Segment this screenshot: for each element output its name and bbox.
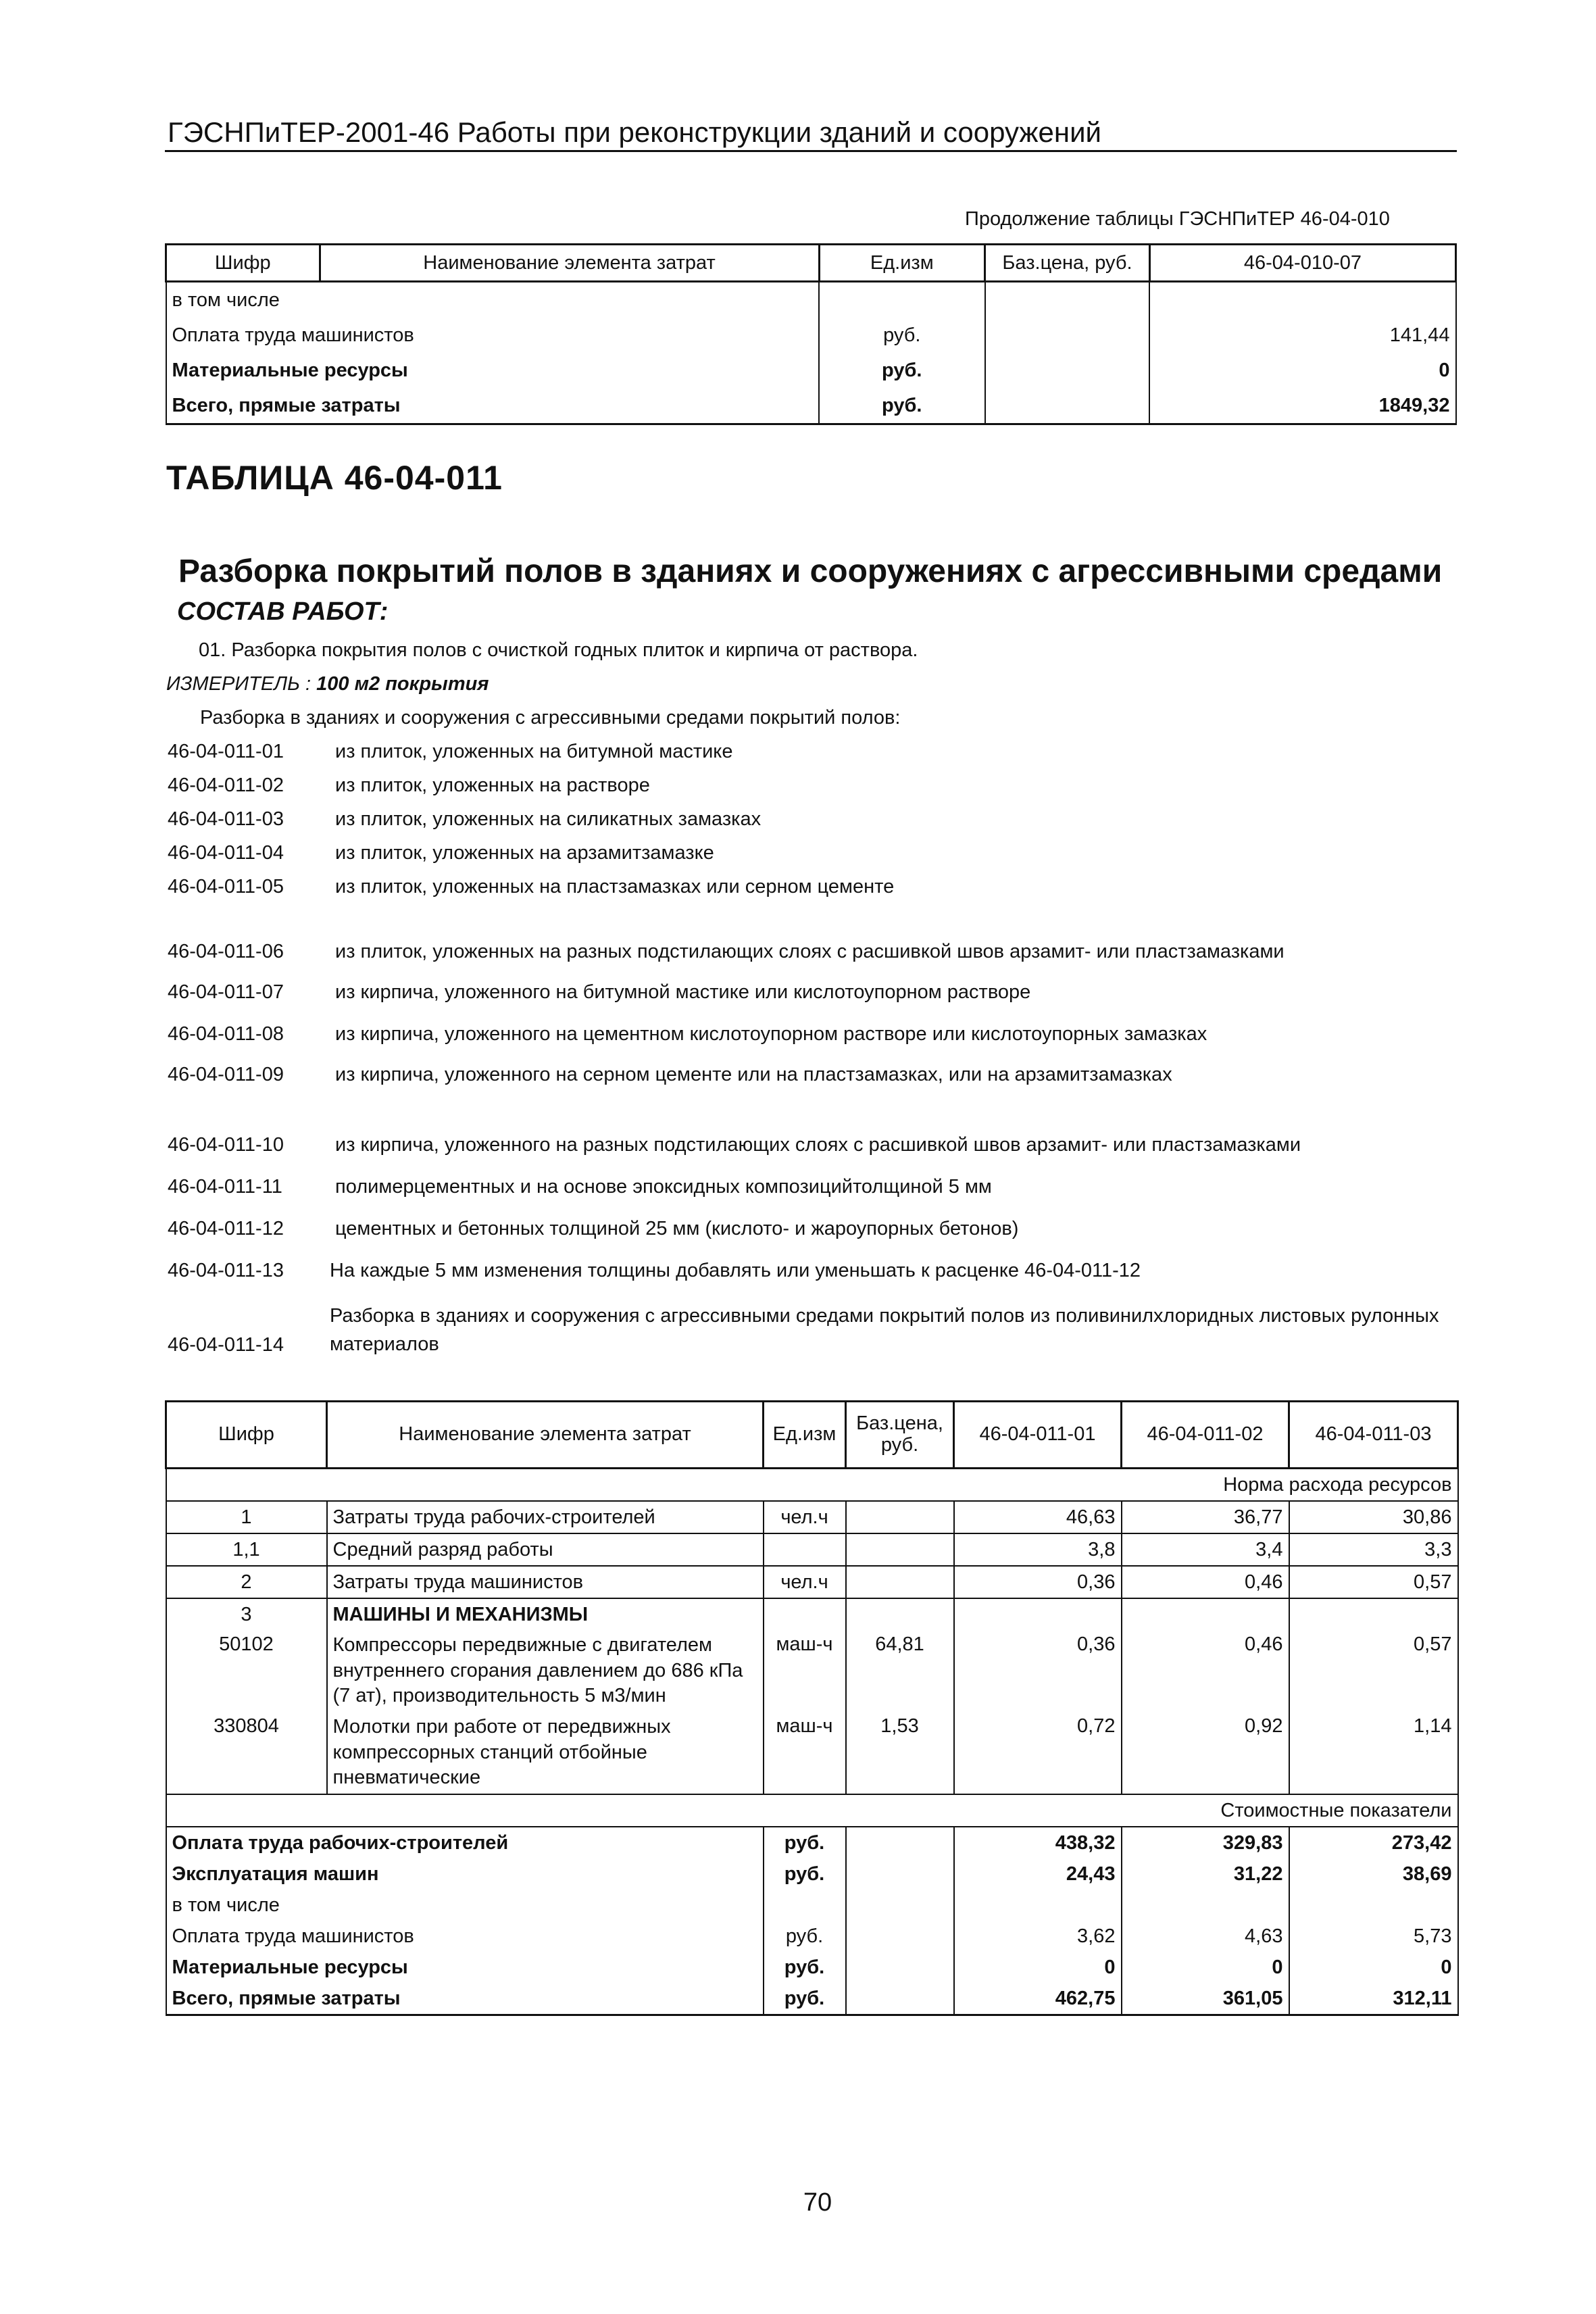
rate-text: из плиток, уложенных на арзамитзамазке bbox=[335, 842, 714, 864]
cell-value-02 bbox=[1122, 1598, 1289, 1630]
table-row bbox=[166, 1501, 1458, 1533]
cell-value-03: 30,86 bbox=[1289, 1501, 1458, 1533]
header-cell-rate: 46-04-010-07 bbox=[1149, 245, 1455, 282]
header-cell-code: Шифр bbox=[166, 245, 320, 282]
cell-name: Материальные ресурсы bbox=[166, 353, 820, 388]
cell-value-01: 3,8 bbox=[954, 1533, 1122, 1566]
cell-value-02: 361,05 bbox=[1122, 1983, 1289, 2015]
rate-text: из плиток, уложенных на пластзамазках или серном цементе bbox=[335, 876, 895, 897]
cell-value-02: 4,63 bbox=[1122, 1921, 1289, 1952]
rate-code: 46-04-011-08 bbox=[168, 1023, 284, 1045]
cell-value-01: 0,36 bbox=[954, 1566, 1122, 1598]
table-row bbox=[166, 1630, 1458, 1712]
work-item: 01. Разборка покрытия полов с очисткой годных плиток и кирпича от раствора. bbox=[199, 639, 918, 661]
cell-code: 2 bbox=[166, 1566, 327, 1598]
rate-code: 46-04-011-10 bbox=[168, 1134, 284, 1156]
meter-line bbox=[166, 673, 489, 695]
table-header-row bbox=[166, 1402, 1458, 1469]
cell-price bbox=[846, 1952, 954, 1983]
header-cell-unit: Ед.изм bbox=[819, 245, 985, 282]
rate-text: полимерцементных и на основе эпоксидных композицийтолщиной 5 мм bbox=[335, 1176, 992, 1198]
cell-unit bbox=[764, 1890, 846, 1921]
cell-value-03 bbox=[1289, 1890, 1458, 1921]
cell-code: 1,1 bbox=[166, 1533, 327, 1566]
cell-name: Оплата труда машинистов bbox=[166, 318, 820, 353]
rate-text: из кирпича, уложенного на серном цементе или на пластзамазках, или на арзамитзамазках bbox=[335, 1064, 1172, 1085]
rate-code: 46-04-011-04 bbox=[168, 842, 284, 864]
cell-price bbox=[846, 1566, 954, 1598]
cell-unit: руб. bbox=[764, 1827, 846, 1858]
cell-unit bbox=[764, 1598, 846, 1630]
cell-value-01: 0,72 bbox=[954, 1712, 1122, 1794]
table-title: ТАБЛИЦА 46-04-011 bbox=[166, 459, 503, 497]
cell-unit: руб. bbox=[819, 388, 985, 424]
table-header-row bbox=[166, 245, 1456, 282]
cell-value-03: 0,57 bbox=[1289, 1630, 1458, 1712]
cell-name: в том числе bbox=[166, 282, 820, 318]
cell-value-03: 0,57 bbox=[1289, 1566, 1458, 1598]
cell-unit: руб. bbox=[764, 1921, 846, 1952]
rate-code: 46-04-011-13 bbox=[168, 1260, 284, 1281]
rate-code: 46-04-011-06 bbox=[168, 941, 284, 962]
cell-price bbox=[985, 282, 1150, 318]
rate-code: 46-04-011-09 bbox=[168, 1064, 284, 1085]
meter-value: 100 м2 покрытия bbox=[316, 673, 489, 695]
cell-unit: руб. bbox=[764, 1983, 846, 2015]
cell-value-03: 0 bbox=[1289, 1952, 1458, 1983]
rate-text: из кирпича, уложенного на битумной мастике или кислотоупорном растворе bbox=[335, 981, 1031, 1003]
cell-value-02: 36,77 bbox=[1122, 1501, 1289, 1533]
cell-name: Затраты труда рабочих-строителей bbox=[327, 1501, 764, 1533]
cell-value-01: 0,36 bbox=[954, 1630, 1122, 1712]
cell-value-01: 24,43 bbox=[954, 1858, 1122, 1890]
cell-name: Материальные ресурсы bbox=[166, 1952, 764, 1983]
cell-code: 1 bbox=[166, 1501, 327, 1533]
cell-price bbox=[846, 1827, 954, 1858]
cell-name: Затраты труда машинистов bbox=[327, 1566, 764, 1598]
rate-code: 46-04-011-01 bbox=[168, 741, 284, 762]
rate-code: 46-04-011-03 bbox=[168, 808, 284, 830]
header-cell-rate-02: 46-04-011-02 bbox=[1122, 1402, 1289, 1469]
cell-code: 330804 bbox=[166, 1712, 327, 1794]
cell-unit: маш-ч bbox=[764, 1630, 846, 1712]
rate-text: из плиток, уложенных на битумной мастике bbox=[335, 741, 733, 762]
cell-value-01 bbox=[954, 1890, 1122, 1921]
cell-value-03: 273,42 bbox=[1289, 1827, 1458, 1858]
table-row bbox=[166, 1983, 1458, 2015]
cell-name: Всего, прямые затраты bbox=[166, 388, 820, 424]
header-cell-code: Шифр bbox=[166, 1402, 327, 1469]
cell-unit: чел.ч bbox=[764, 1566, 846, 1598]
cell-value-01: 438,32 bbox=[954, 1827, 1122, 1858]
cell-price: 64,81 bbox=[846, 1630, 954, 1712]
rate-text: из плиток, уложенных на растворе bbox=[335, 774, 650, 796]
table-row bbox=[166, 1598, 1458, 1630]
cell-price bbox=[846, 1983, 954, 2015]
cell-value-02: 329,83 bbox=[1122, 1827, 1289, 1858]
table-row bbox=[166, 1712, 1458, 1794]
cell-value-02: 3,4 bbox=[1122, 1533, 1289, 1566]
cell-name: Оплата труда рабочих-строителей bbox=[166, 1827, 764, 1858]
cell-value-02: 0,92 bbox=[1122, 1712, 1289, 1794]
rate-code: 46-04-011-07 bbox=[168, 981, 284, 1003]
continuation-note: Продолжение таблицы ГЭСНПиТЕР 46-04-010 bbox=[965, 208, 1390, 230]
rate-text: из кирпича, уложенного на разных подстилающих слоях с расшивкой швов арзамит- или пластзамазками bbox=[335, 1134, 1301, 1156]
cell-value-02: 0,46 bbox=[1122, 1630, 1289, 1712]
cell-price bbox=[985, 388, 1150, 424]
table-row bbox=[166, 1566, 1458, 1598]
composition-label: СОСТАВ РАБОТ: bbox=[177, 597, 389, 626]
cell-name: Эксплуатация машин bbox=[166, 1858, 764, 1890]
cell-value-02 bbox=[1122, 1890, 1289, 1921]
cell-value-03: 5,73 bbox=[1289, 1921, 1458, 1952]
cell-value: 0 bbox=[1149, 353, 1455, 388]
cell-value-01: 46,63 bbox=[954, 1501, 1122, 1533]
cell-name: Средний разряд работы bbox=[327, 1533, 764, 1566]
prev-table bbox=[165, 243, 1457, 425]
cell-value-03: 312,11 bbox=[1289, 1983, 1458, 2015]
header-cell-price: Баз.цена, руб. bbox=[846, 1402, 954, 1469]
band-row-resources bbox=[166, 1469, 1458, 1502]
cell-value-01: 0 bbox=[954, 1952, 1122, 1983]
table-row bbox=[166, 1890, 1458, 1921]
section-title: Разборка покрытий полов в зданиях и сооружениях с агрессивными средами bbox=[178, 553, 1443, 589]
cell-value-01: 3,62 bbox=[954, 1921, 1122, 1952]
cell-value-01 bbox=[954, 1598, 1122, 1630]
cell-value-03: 1,14 bbox=[1289, 1712, 1458, 1794]
cell-price bbox=[985, 318, 1150, 353]
cell-price bbox=[846, 1858, 954, 1890]
cell-value-03 bbox=[1289, 1598, 1458, 1630]
rate-text: цементных и бетонных толщиной 25 мм (кислото- и жароупорных бетонов) bbox=[335, 1218, 1019, 1239]
cell-name: в том числе bbox=[166, 1890, 764, 1921]
cell-price bbox=[985, 353, 1150, 388]
cell-unit bbox=[819, 282, 985, 318]
rate-code: 46-04-011-12 bbox=[168, 1218, 284, 1239]
cell-value-01: 462,75 bbox=[954, 1983, 1122, 2015]
header-cell-name: Наименование элемента затрат bbox=[320, 245, 819, 282]
rate-text: На каждые 5 мм изменения толщины добавлять или уменьшать к расценке 46-04-011-12 bbox=[330, 1260, 1141, 1281]
cell-code: 3 bbox=[166, 1598, 327, 1630]
table-row bbox=[166, 1827, 1458, 1858]
header-cell-price: Баз.цена, руб. bbox=[985, 245, 1150, 282]
page-number: 70 bbox=[803, 2188, 832, 2217]
rate-text: из плиток, уложенных на силикатных замазках bbox=[335, 808, 762, 830]
rate-code: 46-04-011-14 bbox=[168, 1334, 284, 1356]
cell-unit: маш-ч bbox=[764, 1712, 846, 1794]
resource-table bbox=[165, 1400, 1459, 2016]
cell-value-02: 0 bbox=[1122, 1952, 1289, 1983]
cell-unit: руб. bbox=[764, 1858, 846, 1890]
cell-price bbox=[846, 1921, 954, 1952]
table-row bbox=[166, 353, 1456, 388]
cell-unit: руб. bbox=[764, 1952, 846, 1983]
cell-value-02: 0,46 bbox=[1122, 1566, 1289, 1598]
band-label: Стоимостные показатели bbox=[166, 1794, 1458, 1827]
cell-unit: чел.ч bbox=[764, 1501, 846, 1533]
cell-price bbox=[846, 1533, 954, 1566]
header-cell-name: Наименование элемента затрат bbox=[327, 1402, 764, 1469]
rate-text: из плиток, уложенных на разных подстилающих слоях с расшивкой швов арзамит- или пластзамазками bbox=[335, 941, 1285, 962]
cell-code: 50102 bbox=[166, 1630, 327, 1712]
cell-value: 1849,32 bbox=[1149, 388, 1455, 424]
cell-unit: руб. bbox=[819, 353, 985, 388]
cell-unit: руб. bbox=[819, 318, 985, 353]
rate-code: 46-04-011-02 bbox=[168, 774, 284, 796]
header-cell-rate-03: 46-04-011-03 bbox=[1289, 1402, 1458, 1469]
table-row bbox=[166, 318, 1456, 353]
cell-price bbox=[846, 1598, 954, 1630]
band-row-costs bbox=[166, 1794, 1458, 1827]
band-label: Норма расхода ресурсов bbox=[166, 1469, 1458, 1502]
cell-price bbox=[846, 1501, 954, 1533]
table-row bbox=[166, 1921, 1458, 1952]
cell-value-03: 3,3 bbox=[1289, 1533, 1458, 1566]
cell-value-02: 31,22 bbox=[1122, 1858, 1289, 1890]
table-row bbox=[166, 282, 1456, 318]
cell-name: Оплата труда машинистов bbox=[166, 1921, 764, 1952]
cell-name: МАШИНЫ И МЕХАНИЗМЫ bbox=[327, 1598, 764, 1630]
rate-code: 46-04-011-05 bbox=[168, 876, 284, 897]
cell-price bbox=[846, 1890, 954, 1921]
table-row bbox=[166, 388, 1456, 424]
table-row bbox=[166, 1533, 1458, 1566]
cell-value: 141,44 bbox=[1149, 318, 1455, 353]
cell-unit bbox=[764, 1533, 846, 1566]
cell-price: 1,53 bbox=[846, 1712, 954, 1794]
rate-text: из кирпича, уложенного на цементном кислотоупорном растворе или кислотоупорных замазках bbox=[335, 1023, 1207, 1045]
header-cell-rate-01: 46-04-011-01 bbox=[954, 1402, 1122, 1469]
rate-text: Разборка в зданиях и сооружения с агрессивными средами покрытий полов из поливинилхлоридных листовых рулонных материалов bbox=[330, 1305, 1439, 1355]
rates-intro: Разборка в зданиях и сооружения с агрессивными средами покрытий полов: bbox=[200, 707, 901, 729]
cell-name: Молотки при работе от передвижных компрессорных станций отбойные пневматические bbox=[327, 1712, 764, 1794]
meter-label: ИЗМЕРИТЕЛЬ : bbox=[166, 673, 311, 695]
cell-name: Компрессоры передвижные с двигателем внутреннего сгорания давлением до 686 кПа (7 ат), производительность 5 м3/мин bbox=[327, 1630, 764, 1712]
rate-code: 46-04-011-11 bbox=[168, 1176, 282, 1198]
cell-value-03: 38,69 bbox=[1289, 1858, 1458, 1890]
header-rule bbox=[165, 150, 1457, 152]
cell-name: Всего, прямые затраты bbox=[166, 1983, 764, 2015]
table-row bbox=[166, 1952, 1458, 1983]
cell-value bbox=[1149, 282, 1455, 318]
table-row bbox=[166, 1858, 1458, 1890]
running-header: ГЭСНПиТЕР-2001-46 Работы при реконструкции зданий и сооружений bbox=[168, 116, 1102, 148]
header-cell-unit: Ед.изм bbox=[764, 1402, 846, 1469]
